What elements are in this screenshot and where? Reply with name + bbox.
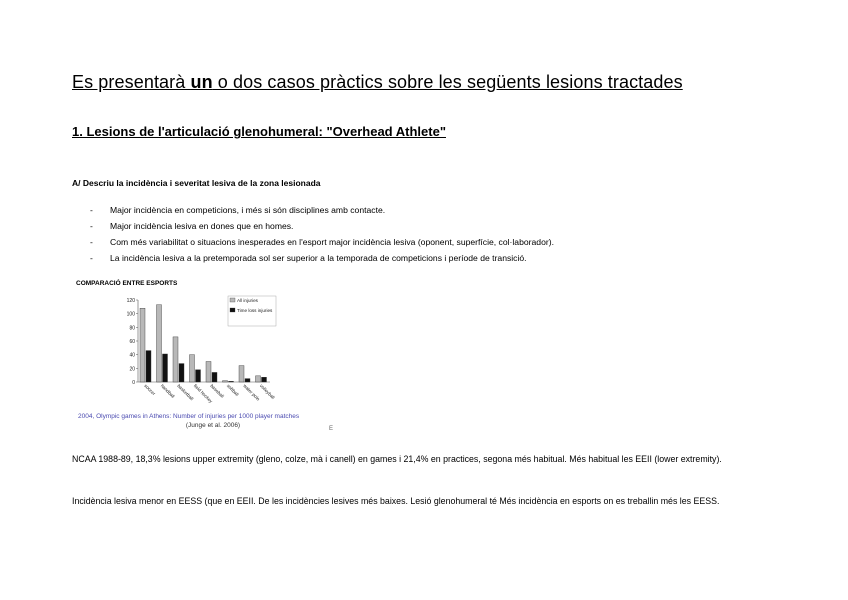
bullet-dash: - bbox=[90, 237, 93, 247]
list-item bbox=[90, 236, 554, 252]
list-item bbox=[90, 220, 554, 236]
y-tick-label: 120 bbox=[126, 298, 135, 304]
bar-all-injuries bbox=[140, 308, 145, 382]
x-tick-label: water polo bbox=[242, 383, 261, 402]
bar-all-injuries bbox=[190, 355, 195, 382]
question-heading: A/ Descriu la incidència i severitat lesiva de la zona lesionada bbox=[72, 178, 321, 188]
bar-all-injuries bbox=[173, 337, 178, 382]
chart-heading: COMPARACIÓ ENTRE ESPORTS bbox=[76, 280, 178, 287]
title-emphasis: un bbox=[190, 72, 213, 92]
chart-caption bbox=[78, 412, 348, 430]
list-item bbox=[90, 204, 554, 220]
bar-time-loss bbox=[196, 370, 201, 382]
bar-time-loss bbox=[262, 377, 267, 382]
chart-source: (Junge et al. 2006) bbox=[185, 422, 241, 429]
section-heading: 1. Lesions de l'articulació glenohumeral: "Overhead Athlete" bbox=[72, 124, 446, 139]
x-tick-label: soccer bbox=[143, 383, 157, 397]
x-tick-label: baseball bbox=[209, 383, 225, 399]
x-tick-label: field hockey bbox=[192, 383, 214, 404]
paragraph-ncaa: NCAA 1988-89, 18,3% lesions upper extremity (gleno, colze, mà i canell) en games i 21,4% en practices, segona més habitual. Més habitual les EEII (lower extremity). bbox=[72, 454, 722, 464]
page-title bbox=[72, 72, 683, 93]
bar-all-injuries bbox=[239, 366, 244, 382]
bullet-text: Major incidència en competicions, i més si són disciplines amb contacte. bbox=[110, 205, 386, 215]
x-tick-label: basketball bbox=[176, 383, 195, 402]
bullet-list bbox=[90, 204, 554, 268]
bullet-text: La incidència lesiva a la pretemporada sol ser superior a la temporada de competicions i període de transició. bbox=[110, 253, 527, 263]
bar-time-loss bbox=[179, 364, 184, 382]
title-text-end: o dos casos pràctics sobre les següents lesions tractades bbox=[212, 72, 683, 92]
bar-time-loss bbox=[146, 351, 151, 382]
x-tick-label: volleyball bbox=[258, 383, 276, 401]
x-tick-label: softball bbox=[225, 383, 240, 398]
list-item bbox=[90, 252, 554, 268]
y-tick-label: 80 bbox=[129, 325, 135, 332]
y-tick-label: 40 bbox=[129, 352, 135, 359]
bullet-text: Major incidència lesiva en dones que en homes. bbox=[110, 221, 294, 231]
y-tick-label: 60 bbox=[129, 339, 135, 345]
legend-swatch bbox=[230, 308, 235, 312]
bar-all-injuries bbox=[206, 362, 211, 383]
legend-label: Time loss injuries bbox=[237, 308, 273, 313]
y-tick-label: 100 bbox=[126, 311, 135, 318]
injury-bar-chart bbox=[120, 292, 280, 410]
legend-swatch bbox=[230, 298, 235, 302]
chart-caption-text: 2004, Olympic games in Athens: Number of injuries per 1000 player matches bbox=[78, 413, 300, 420]
bar-all-injuries bbox=[223, 381, 228, 382]
y-tick-label: 0 bbox=[132, 380, 135, 386]
paragraph-eess: Incidència lesiva menor en EESS (que en EEII. De les incidències lesives més baixes. Lesió glenohumeral té Més incidència en esports on es treballin més les EESS. bbox=[72, 496, 720, 506]
bar-time-loss bbox=[245, 379, 250, 382]
bullet-dash: - bbox=[90, 221, 93, 231]
x-tick-label: handball bbox=[159, 383, 176, 399]
legend-label: All injuries bbox=[237, 298, 258, 303]
bar-time-loss bbox=[163, 354, 168, 382]
chart-marker: E bbox=[329, 426, 334, 432]
bullet-dash: - bbox=[90, 205, 93, 215]
bar-time-loss bbox=[212, 372, 217, 382]
bar-all-injuries bbox=[157, 305, 162, 382]
bullet-text: Com més variabilitat o situacions inesperades en l'esport major incidència lesiva (oponent, superfície, col·laborador). bbox=[110, 237, 554, 247]
y-tick-label: 20 bbox=[129, 366, 135, 373]
bar-all-injuries bbox=[256, 376, 261, 382]
title-text: Es presentarà bbox=[72, 72, 191, 92]
bullet-dash: - bbox=[90, 253, 93, 263]
